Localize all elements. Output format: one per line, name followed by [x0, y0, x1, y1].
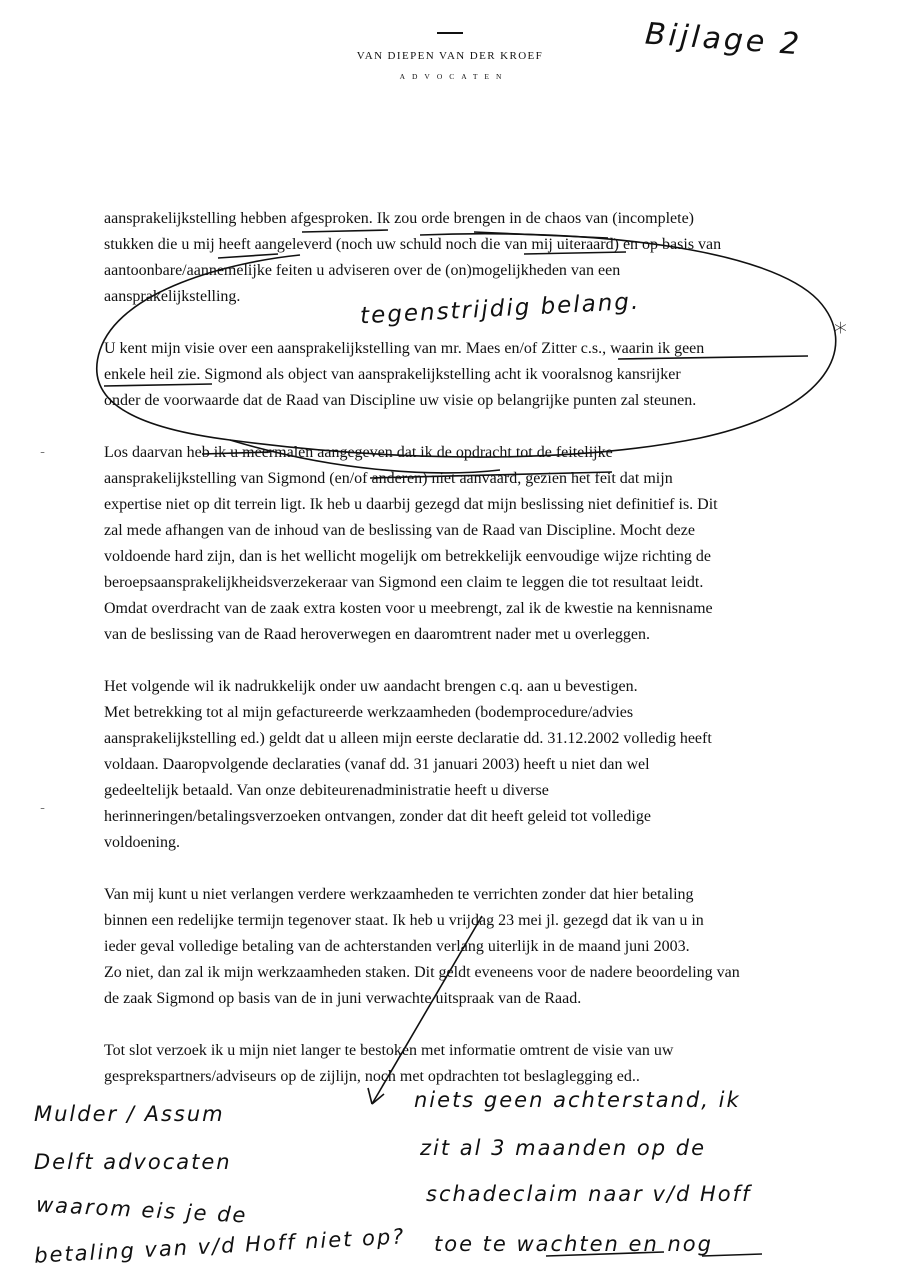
handnote-left-2: Delft advocaten — [34, 1150, 232, 1174]
text-line: van de beslissing van de Raad heroverwegen en daaromtrent nader met u overleggen. — [104, 626, 651, 643]
text-line: aantoonbare/aannemelijke feiten u adviseren over de (on)mogelijkheden van een — [104, 262, 621, 279]
text-line: aansprakelijkstelling. — [104, 288, 241, 305]
text-line: expertise niet op dit terrein ligt. Ik heb u daarbij gezegd dat mijn beslissing niet definitief is. Dit — [104, 496, 718, 513]
handnote-left-4: betaling van v/d Hoff niet op? — [33, 1224, 406, 1268]
text-line: voldaan. Daaropvolgende declaraties (vanaf dd. 31 januari 2003) heeft u niet dan wel — [104, 756, 650, 773]
handnote-left-1: Mulder / Assum — [34, 1102, 225, 1126]
text-line: aansprakelijkstelling hebben afgesproken. Ik zou orde brengen in de chaos van (incomplete) — [104, 210, 695, 227]
text-line: aansprakelijkstelling ed.) geldt dat u alleen mijn eerste declaratie dd. 31.12.2002 volledig heeft — [104, 730, 712, 747]
star-mark: * — [834, 318, 847, 348]
handwritten-bijlage: Bijlage 2 — [643, 16, 804, 63]
text-line: stukken die u mij heeft aangeleverd (noch uw schuld noch die van mij uiteraard) en op basis van — [104, 236, 722, 253]
text-line: U kent mijn visie over een aansprakelijkstelling van mr. Maes en/of Zitter c.s., waarin ik geen — [104, 340, 705, 357]
text-line: voldoende hard zijn, dan is het wellicht mogelijk om betrekkelijk eenvoudige wijze richting de — [104, 548, 711, 565]
paragraph-2 — [104, 336, 834, 414]
text-line: voldoening. — [104, 834, 180, 851]
text-line: zal mede afhangen van de inhoud van de beslissing van de Raad van Discipline. Mocht deze — [104, 522, 695, 539]
text-line: onder de voorwaarde dat de Raad van Discipline uw visie op belangrijke punten zal steunen. — [104, 392, 697, 409]
text-line: enkele heil zie. Sigmond als object van aansprakelijkstelling acht ik vooralsnog kansrijker — [104, 366, 681, 383]
handnote-right-1: niets geen achterstand, ik — [414, 1088, 741, 1112]
text-line: beroepsaansprakelijkheidsverzekeraar van Sigmond een claim te leggen die tot resultaat leidt. — [104, 574, 704, 591]
paragraph-1 — [104, 206, 834, 310]
text-line: Van mij kunt u niet verlangen verdere werkzaamheden te verrichten zonder dat hier betaling — [104, 886, 694, 903]
handnote-right-2: zit al 3 maanden op de — [420, 1136, 707, 1160]
text-line: gesprekspartners/adviseurs op de zijlijn, noch met opdrachten tot beslaglegging ed.. — [104, 1068, 640, 1085]
handnote-right-4: toe te wachten en nog — [434, 1232, 713, 1256]
text-line: Het volgende wil ik nadrukkelijk onder uw aandacht brengen c.q. aan u bevestigen. — [104, 678, 638, 695]
text-line: Zo niet, dan zal ik mijn werkzaamheden staken. Dit geldt eveneens voor de nadere beoordeling van — [104, 964, 740, 981]
text-line: Los daarvan heb ik u meermalen aangegeven dat ik de opdracht tot de feitelijke — [104, 444, 613, 461]
text-line: Met betrekking tot al mijn gefactureerde werkzaamheden (bodemprocedure/advies — [104, 704, 634, 721]
firm-subtitle: ADVOCATEN — [399, 72, 509, 81]
text-line: Omdat overdracht van de zaak extra kosten voor u meebrengt, zal ik de kwestie na kennisname — [104, 600, 713, 617]
text-line: de zaak Sigmond op basis van de in juni verwachte uitspraak van de Raad. — [104, 990, 582, 1007]
text-line: binnen een redelijke termijn tegenover staat. Ik heb u vrijdag 23 mei jl. gezegd dat ik van u in — [104, 912, 704, 929]
text-line: Tot slot verzoek ik u mijn niet langer te bestoken met informatie omtrent de visie van uw — [104, 1042, 674, 1059]
handwritten-tegenstrijdig: tegenstrijdig belang. — [359, 288, 641, 330]
text-line: aansprakelijkstelling van Sigmond (en/of anderen) niet aanvaard, gezien het feit dat mijn — [104, 470, 673, 487]
paragraph-4 — [104, 674, 834, 856]
paragraph-3 — [104, 440, 834, 648]
text-line: herinneringen/betalingsverzoeken ontvangen, zonder dat dit heeft geleid tot volledige — [104, 808, 651, 825]
handnote-left-3: waarom eis je de — [35, 1192, 249, 1228]
handnote-right-3: schadeclaim naar v/d Hoff — [426, 1182, 752, 1206]
paragraph-6 — [104, 1038, 834, 1090]
letter-body — [104, 206, 834, 1116]
firm-name: VAN DIEPEN VAN DER KROEF — [356, 50, 544, 62]
text-line: gedeeltelijk betaald. Van onze debiteurenadministratie heeft u diverse — [104, 782, 549, 799]
text-line: ieder geval volledige betaling van de achterstanden verlang uiterlijk in de maand juni 2003. — [104, 938, 690, 955]
margin-dash-1: - — [40, 444, 46, 460]
letterhead-rule — [437, 32, 463, 34]
paragraph-5 — [104, 882, 834, 1012]
margin-dash-2: - — [40, 800, 46, 816]
